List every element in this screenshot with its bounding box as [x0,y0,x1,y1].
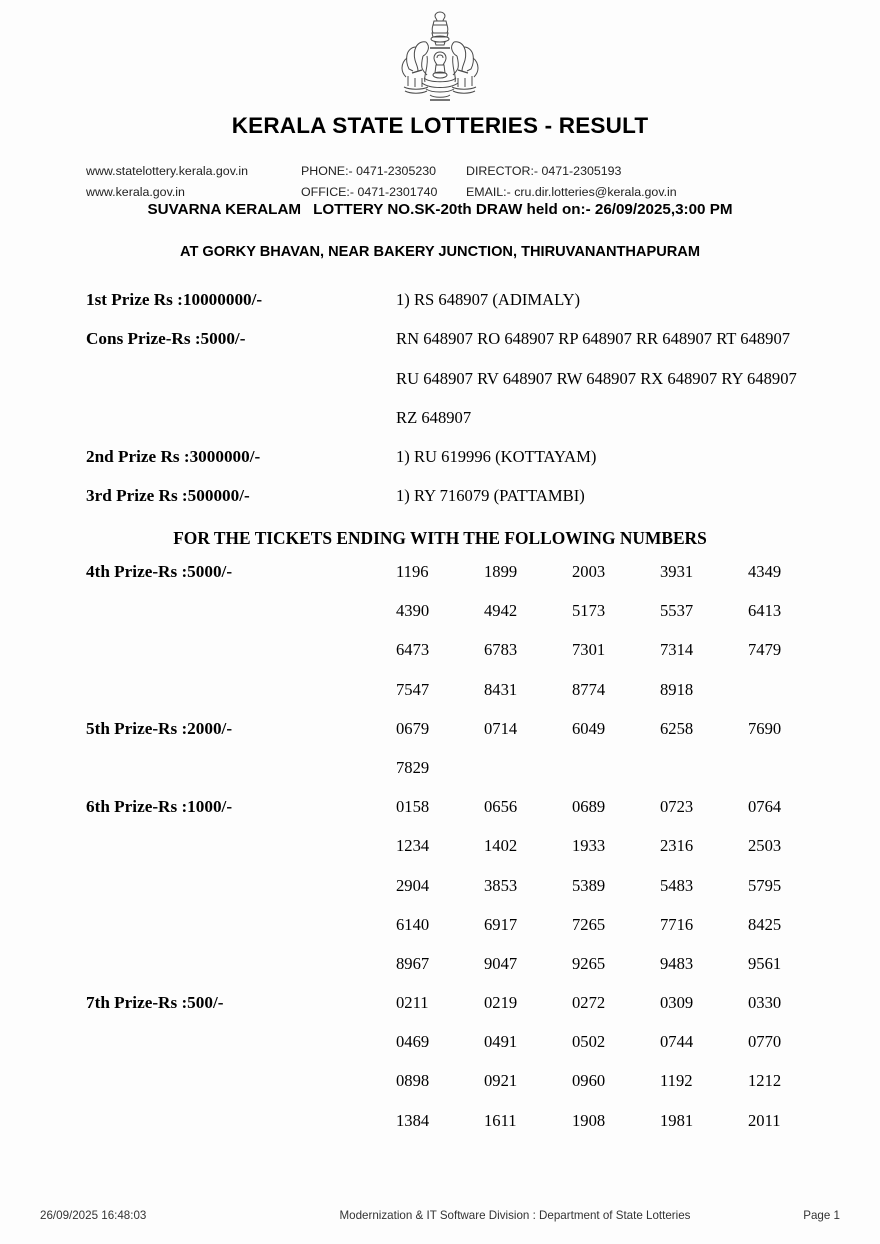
number-grid-sections [86,562,846,1150]
prize-label-first: 1st Prize Rs :10000000/- [86,290,263,309]
prize-number-row [86,1071,846,1110]
prize-label-consolation: Cons Prize-Rs :5000/- [86,329,246,349]
prize-number: 8425 [748,914,782,934]
prize-number: 4390 [396,601,430,621]
prize-number-cells [396,1071,846,1091]
kerala-state-emblem [0,8,880,113]
prize-number: 0502 [572,1032,606,1052]
prize-number: 6140 [396,914,430,934]
prize-number-row [86,680,846,719]
prize-number: 0921 [484,1071,518,1091]
prize-row-first [86,290,846,329]
prize-number: 1402 [484,836,518,856]
prize-number: 0714 [484,718,518,738]
prize-number: 1933 [572,836,606,856]
prize-number: 8967 [396,953,430,973]
prize-value-third: 1) RY 716079 (PATTAMBI) [396,486,585,506]
prize-number-cells [396,601,846,621]
prize-value-first: 1) RS 648907 (ADIMALY) [396,290,581,309]
prize-number: 0898 [396,1071,430,1091]
prize-number: 4942 [484,601,518,621]
prize-number-cells [396,954,846,974]
prize-number [484,758,572,778]
page-title: KERALA STATE LOTTERIES - RESULT [231,113,649,138]
contact-block [86,161,806,203]
prize-number-row [86,876,846,915]
prize-number: 6917 [484,914,518,934]
prize-number-row [86,601,846,640]
prize-number: 1192 [660,1071,693,1091]
prize-number: 0960 [572,1071,606,1091]
prize-number: 2011 [748,1110,781,1130]
prize-number: 8774 [572,679,606,699]
prize-number: 1234 [396,836,430,856]
prize-number-row [86,915,846,954]
contact-row [86,161,806,182]
prize-number-cells [396,915,846,935]
prize-number: 7716 [660,914,694,934]
prize-number: 0744 [660,1032,694,1052]
prize-number: 7690 [748,718,782,738]
prize-number: 0770 [748,1032,782,1052]
prize-number: 0211 [396,993,429,1013]
prize-number: 3853 [484,875,518,895]
website-statelottery[interactable]: www.statelottery.kerala.gov.in [86,164,249,178]
prize-number: 6413 [748,601,782,621]
prize-number-cells [396,797,846,817]
prize-number: 1981 [660,1110,694,1130]
prize-number: 7829 [396,757,430,777]
prize-number: 2904 [396,875,430,895]
prize-number-row [86,719,846,758]
prize-row-second [86,447,846,486]
footer-timestamp: 26/09/2025 16:48:03 [40,1209,147,1222]
prize-number: 7314 [660,640,694,660]
prize-number: 0158 [396,797,430,817]
footer-division: Modernization & IT Software Division : Department of State Lotteries [339,1209,691,1222]
prize-number: 2003 [572,562,606,581]
prize-value-second: 1) RU 619996 (KOTTAYAM) [396,447,597,467]
tickets-ending-heading: FOR THE TICKETS ENDING WITH THE FOLLOWING NUMBERS [173,528,707,548]
prize-number: 0764 [748,797,782,817]
prize-row-consolation-cont [86,408,846,447]
phone-number: PHONE:- 0471-2305230 [301,164,437,178]
prize-number-row [86,797,846,836]
prize-number-row [86,640,846,679]
prize-number: 1611 [484,1110,517,1130]
prize-number: 9561 [748,953,782,973]
email-address[interactable]: EMAIL:- cru.dir.lotteries@kerala.gov.in [466,185,677,199]
page-footer [40,1209,840,1222]
prize-number-row [86,758,846,797]
lottery-name: SUVARNA KERALAM [147,201,302,218]
prize-number: 2316 [660,836,694,856]
prize-number-cells [396,640,846,660]
prize-number-row [86,836,846,875]
prize-number-row [86,1032,846,1071]
prize-label: 6th Prize-Rs :1000/- [86,797,233,817]
prize-number-cells [396,876,846,896]
office-number: OFFICE:- 0471-2301740 [301,185,438,199]
prize-number-cells [396,758,846,778]
top-prizes-block [86,290,846,526]
prize-number: 6473 [396,640,430,660]
prize-number: 1899 [484,562,518,581]
prize-label-second: 2nd Prize Rs :3000000/- [86,447,261,467]
prize-number: 0491 [484,1032,518,1052]
prize-number: 1908 [572,1110,606,1130]
prize-number: 7547 [396,679,430,699]
prize-number: 9265 [572,953,606,973]
prize-row-third [86,486,846,525]
director-number: DIRECTOR:- 0471-2305193 [466,164,622,178]
prize-number-row [86,562,846,601]
prize-number [660,758,748,778]
prize-number: 6049 [572,718,606,738]
draw-details: LOTTERY NO.SK-20th DRAW held on:- 26/09/2025,3:00 PM [313,201,733,218]
venue-line: AT GORKY BHAVAN, NEAR BAKERY JUNCTION, THIRUVANANTHAPURAM [180,244,700,260]
prize-number: 0723 [660,797,694,817]
prize-number: 1196 [396,562,429,581]
website-kerala[interactable]: www.kerala.gov.in [86,185,185,199]
prize-number-row [86,1111,846,1150]
prize-value-consolation-line2: RU 648907 RV 648907 RW 648907 RX 648907 RY 648907 [396,368,797,388]
prize-number-row [86,993,846,1032]
prize-number: 0309 [660,993,694,1013]
prize-number-cells [396,836,846,856]
prize-value-consolation-line3: RZ 648907 [396,407,472,427]
prize-number: 7265 [572,914,606,934]
prize-label: 4th Prize-Rs :5000/- [86,562,233,581]
prize-number: 5795 [748,875,782,895]
prize-number-cells [396,680,846,700]
prize-label-third: 3rd Prize Rs :500000/- [86,486,250,506]
footer-page-number: Page 1 [803,1209,840,1222]
prize-number: 0469 [396,1032,430,1052]
contact-row [86,182,806,203]
prize-number: 0219 [484,993,518,1013]
prize-label: 7th Prize-Rs :500/- [86,993,224,1013]
prize-number: 0656 [484,797,518,817]
prize-number: 3931 [660,562,694,581]
prize-number-cells [396,993,846,1013]
prize-number: 9047 [484,953,518,973]
prize-number: 5389 [572,875,606,895]
prize-number: 7301 [572,640,606,660]
prize-number: 9483 [660,953,694,973]
prize-number: 0272 [572,993,606,1013]
prize-number [748,680,836,700]
draw-info-line [0,201,880,218]
prize-number [748,758,836,778]
prize-number-row [86,954,846,993]
prize-number: 4349 [748,562,782,581]
prize-number-cells [396,1111,846,1131]
prize-value-consolation-line1: RN 648907 RO 648907 RP 648907 RR 648907 RT 648907 [396,329,791,349]
prize-number: 5173 [572,601,606,621]
prize-number: 1384 [396,1110,430,1130]
prize-number-cells [396,562,846,582]
prize-row-consolation-cont [86,369,846,408]
prize-number: 7479 [748,640,782,660]
prize-number: 6783 [484,640,518,660]
prize-number-cells [396,1032,846,1052]
prize-label: 5th Prize-Rs :2000/- [86,718,233,738]
prize-number [572,758,660,778]
prize-number-cells [396,719,846,739]
prize-number: 5537 [660,601,694,621]
prize-number: 0679 [396,718,430,738]
prize-number: 2503 [748,836,782,856]
prize-number: 0330 [748,993,782,1013]
prize-number: 1212 [748,1071,782,1091]
prize-number: 8918 [660,679,694,699]
prize-number: 6258 [660,718,694,738]
prize-number: 8431 [484,679,518,699]
prize-number: 5483 [660,875,694,895]
prize-number: 0689 [572,797,606,817]
prize-row-consolation [86,329,846,368]
